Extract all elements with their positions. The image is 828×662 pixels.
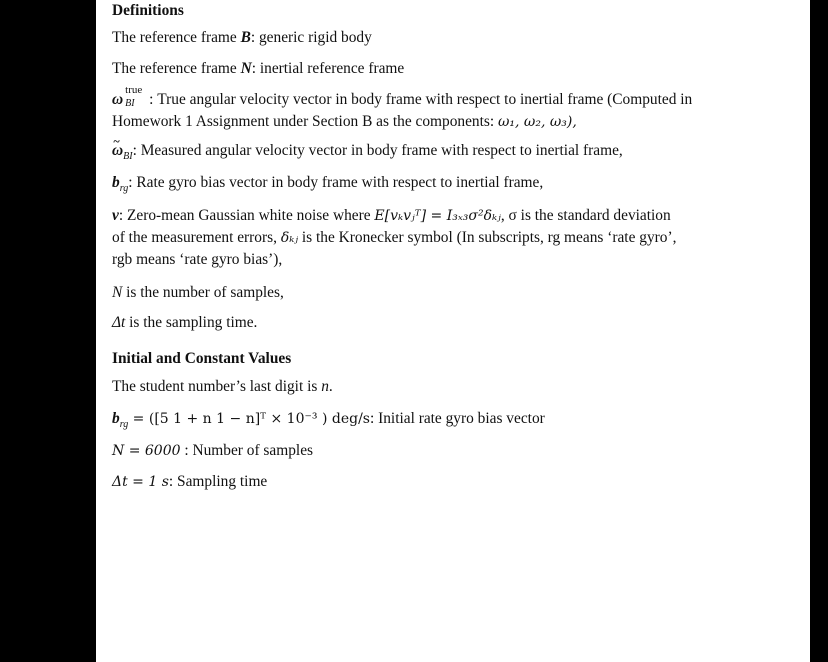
n-samples-equation: N = 6000 xyxy=(112,443,181,459)
noise-line2-a: of the measurement errors, xyxy=(112,229,281,246)
bias-init-symbol: b xyxy=(112,410,120,427)
omega-measured-text: : Measured angular velocity vector in body frame with respect to inertial frame, xyxy=(132,142,623,159)
def-omega-true xyxy=(112,84,802,133)
bias-init-equation: = ([5 1 + n 1 − n]ᵀ × 10⁻³ ) deg/s xyxy=(128,411,370,427)
noise-equation: E[vₖvⱼᵀ] = I₃ₓ₃σ²δₖⱼ xyxy=(374,208,501,224)
noise-symbol: v xyxy=(112,207,119,224)
frame-b-symbol: B xyxy=(240,29,251,46)
omega-true-text-line2: Homework 1 Assignment under Section B as the components: xyxy=(112,113,498,130)
omega-true-subscript: BI xyxy=(125,98,135,109)
noise-delta: δₖⱼ xyxy=(280,230,299,246)
sampling-text: is the sampling time. xyxy=(125,314,258,331)
omega-true-symbol: ω xyxy=(112,91,124,108)
frame-b-prefix: The reference frame xyxy=(112,29,241,46)
frame-n-prefix: The reference frame xyxy=(112,60,241,77)
initial-heading: Initial and Constant Values xyxy=(112,350,292,367)
initial-student xyxy=(112,376,802,398)
student-symbol: n xyxy=(321,378,329,395)
noise-line2-b: is the Kronecker symbol (In subscripts, rg means ‘rate gyro’, xyxy=(298,229,677,246)
document-page xyxy=(96,0,810,662)
noise-text-a: : Zero-mean Gaussian white noise where xyxy=(118,207,375,224)
omega-measured-symbol: ~ ω xyxy=(112,140,123,162)
def-bias xyxy=(112,172,802,194)
initial-bias xyxy=(112,408,802,430)
n-samples-text: : Number of samples xyxy=(180,442,314,459)
bias-init-subscript: rg xyxy=(119,419,129,431)
dt-equation: Δt = 1 s xyxy=(112,474,169,490)
bias-symbol: b xyxy=(112,174,120,191)
student-suffix: . xyxy=(328,378,333,395)
def-frame-b xyxy=(112,27,802,49)
def-frame-n xyxy=(112,58,802,80)
bias-text: : Rate gyro bias vector in body frame with respect to inertial frame, xyxy=(128,174,544,191)
def-omega-measured xyxy=(112,140,802,162)
bias-subscript: rg xyxy=(119,183,129,195)
samples-text: is the number of samples, xyxy=(122,284,284,301)
omega-measured-subscript: BI xyxy=(123,151,133,163)
bias-init-text: : Initial rate gyro bias vector xyxy=(369,410,545,427)
omega-true-components: ω₁, ω₂, ω₃), xyxy=(498,114,577,130)
initial-n-samples xyxy=(112,440,802,462)
sampling-symbol: Δt xyxy=(112,314,126,331)
frame-n-symbol: N xyxy=(240,60,252,77)
def-samples xyxy=(112,282,802,304)
frame-b-suffix: : generic rigid body xyxy=(250,29,372,46)
omega-true-superscript: true xyxy=(125,84,143,96)
omega-true-scripts xyxy=(123,84,149,109)
frame-n-suffix: : inertial reference frame xyxy=(251,60,405,77)
definitions-heading: Definitions xyxy=(112,2,184,19)
omega-true-text-line1: : True angular velocity vector in body frame with respect to inertial frame (Computed in xyxy=(149,91,693,108)
def-sampling xyxy=(112,312,802,334)
dt-text: : Sampling time xyxy=(168,473,268,490)
noise-line3: rgb means ‘rate gyro bias’), xyxy=(112,251,283,268)
noise-text-b: , σ is the standard deviation xyxy=(500,207,671,224)
def-noise xyxy=(112,205,802,271)
initial-dt xyxy=(112,471,802,493)
student-text: The student number’s last digit is xyxy=(112,378,322,395)
samples-symbol: N xyxy=(112,284,123,301)
